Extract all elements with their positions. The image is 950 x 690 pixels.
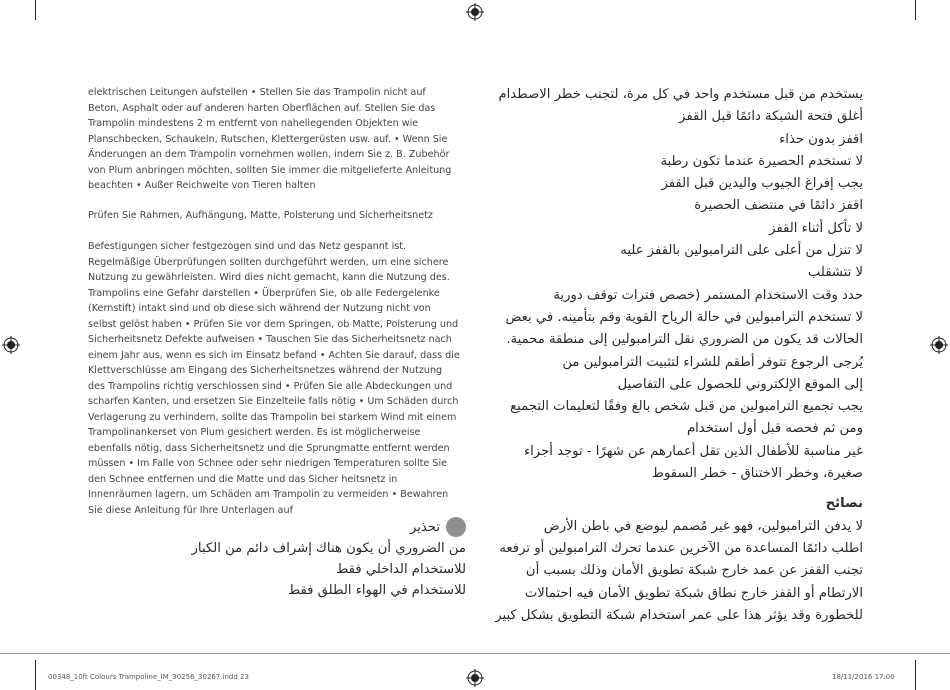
arabic-tips-heading: نصائح	[825, 496, 863, 512]
registration-mark-icon	[2, 336, 20, 354]
warning-dot-icon	[446, 517, 466, 537]
arabic-column	[488, 84, 863, 627]
arabic-line: ومن ثم فحصه قبل أول استخدام	[686, 421, 863, 437]
warning-title-row	[270, 516, 466, 538]
arabic-line: يجب تجميع الترامبولين من قبل شخص بالغ وفقًا لتعليمات التجميع	[510, 399, 863, 415]
footer-datetime: 18/11/2016 17:00	[832, 673, 895, 681]
arabic-line: غير مناسبة للأطفال الذين تقل أعمارهم عن شهرًا - توجد أجزاء	[523, 443, 863, 459]
warning-line: من الضروري أن يكون هناك إشراف دائم من الكبار	[191, 541, 466, 556]
warning-title: تحذير	[409, 519, 440, 535]
german-heading: Prüfen Sie Rahmen, Aufhängung, Matte, Polsterung und Sicherheitsnetz	[88, 210, 433, 221]
crop-mark	[35, 660, 36, 690]
arabic-tip-line: الارتطام أو القفز خارج نطاق شبكة تطويق الأمان فيه احتمالات	[524, 585, 863, 601]
arabic-line: إلى الموقع الإلكتروني للحصول على التفاصيل	[617, 376, 863, 392]
arabic-line: يجب إفراغ الجيوب واليدين قبل القفز	[661, 176, 863, 192]
arabic-line: اقفز دائمًا في منتصف الحصيرة	[694, 198, 863, 214]
arabic-tip-line: للخطورة وقد يؤثر هذا على عمر استخدام شبكة التطويق بشكل كبير	[495, 607, 863, 623]
crop-mark	[0, 653, 950, 654]
arabic-line: لا تستخدم الحصيرة عندما تكون رطبة	[660, 153, 863, 169]
arabic-tip-line: تجنب القفز عن عمد خارج شبكة تطويق الأمان وذلك بسبب أن	[525, 563, 863, 579]
crop-mark	[915, 660, 916, 690]
warning-line: للاستخدام الداخلي فقط	[336, 562, 466, 577]
arabic-line: لا تأكل أثناء القفز	[769, 220, 863, 236]
arabic-line: حدد وقت الاستخدام المستمر (خصص فترات توقف دورية	[553, 287, 863, 303]
arabic-line: اقفز بدون حذاء	[779, 131, 863, 147]
arabic-tip-line: لا يدفن الترامبولين، فهو غير مُصمم ليوضع في باطن الأرض	[543, 518, 863, 534]
arabic-line: الحالات قد يكون من الضروري نقل الترامبولين إلى منطقة محمية.	[506, 332, 863, 348]
arabic-line: يُرجى الرجوع تتوفر أطقم للشراء لتثبيت الترامبولين من	[562, 354, 863, 370]
arabic-line: لا تنزل من أعلى على الترامبولين بالقفز عليه	[620, 243, 863, 259]
arabic-line: لا تستخدم الترامبولين في حالة الرياح القوية وقم بتأمينه. في بعض	[505, 309, 863, 325]
crop-mark	[915, 0, 916, 20]
arabic-line: أغلق فتحة الشبكة دائمًا قبل القفز	[679, 109, 863, 125]
registration-mark-icon	[466, 3, 484, 21]
registration-mark-icon	[466, 669, 484, 687]
german-heading-block	[88, 208, 460, 224]
warning-box	[191, 516, 466, 601]
german-column	[88, 85, 460, 194]
crop-mark	[35, 0, 36, 20]
warning-line: للاستخدام في الهواء الطلق فقط	[287, 583, 466, 598]
footer-file-name: 00348_10ft Colours Trampoline_IM_30256_30267.indd 23	[48, 673, 249, 681]
german-paragraph-1: elektrischen Leitungen aufstellen • Stellen Sie das Trampolin nicht auf Beton, Asphalt oder auf anderen harten Oberflächen auf. Stellen Sie das Trampolin mindestens 2 m entfernt von naheliegenden Objekten wie Planschbecken, Schaukeln, Rutschen, Klettergerüsten usw. auf. • Wenn Sie Änderungen an dem Trampolin vornehmen wollen, indem Sie z. B. Zubehör von Plum anbringen möchten, sollten Sie immer die mitgelieferte Anleitung beachten • Außer Reichweite von Tieren halten	[88, 87, 452, 191]
german-paragraph-2: Befestigungen sicher festgezogen sind und das Netz gespannt ist. Regelmäßige Überprüfungen sollten durchgeführt werden, um eine sichere Nutzung zu gewährleisten. Wird dies nicht gemacht, kann die Nutzung des. Trampolins eine Gefahr darstellen • Überprüfen Sie, ob alle Federgelenke (Kernstift) intakt sind und ob diese sich während der Nutzung nicht von selbst gelöst haben • Prüfen Sie vor dem Springen, ob Matte, Polsterung und Sicherheitsnetz Defekte aufweisen • Tauschen Sie das Sicherheitsnetz nach einem Jahr aus, wenn es sich im Einsatz befand • Achten Sie darauf, dass die Klettverschlüsse am Eingang des Sicherheitsnetzes während der Nutzung des Trampolins richtig verschlossen sind • Prüfen Sie alle Abdeckungen und scharfen Kanten, und ersetzen Sie Einzelteile falls nötig • Um Schäden durch Verlagerung zu verhindern, sollte das Trampolin bei starkem Wind mit einem Trampolinankerset von Plum gesichert werden. Es ist möglicherweise ebenfalls nötig, dass Sicherheitsnetz und die Sprungmatte entfernt werden müssen • Im Falle von Schnee oder sehr niedrigen Temperaturen sollte Sie den Schnee entfernen und die Matte und das Sicher heitsnetz in Innenräumen lagern, um Schäden am Trampolin zu vermeiden • Bewahren Sie diese Anleitung für Ihre Unterlagen auf	[88, 241, 460, 516]
arabic-line: صغيرة، وخطر الاختناق - خطر السقوط	[651, 466, 863, 482]
arabic-line: يستخدم من قبل مستخدم واحد في كل مرة، لتجنب خطر الاصطدام	[498, 87, 863, 102]
arabic-line: لا تتشقلب	[807, 265, 863, 281]
arabic-tip-line: اطلب دائمًا المساعدة من الآخرين عندما تحرك الترامبولين أو ترفعه	[499, 540, 863, 556]
german-column-2	[88, 239, 460, 518]
registration-mark-icon	[930, 336, 948, 354]
